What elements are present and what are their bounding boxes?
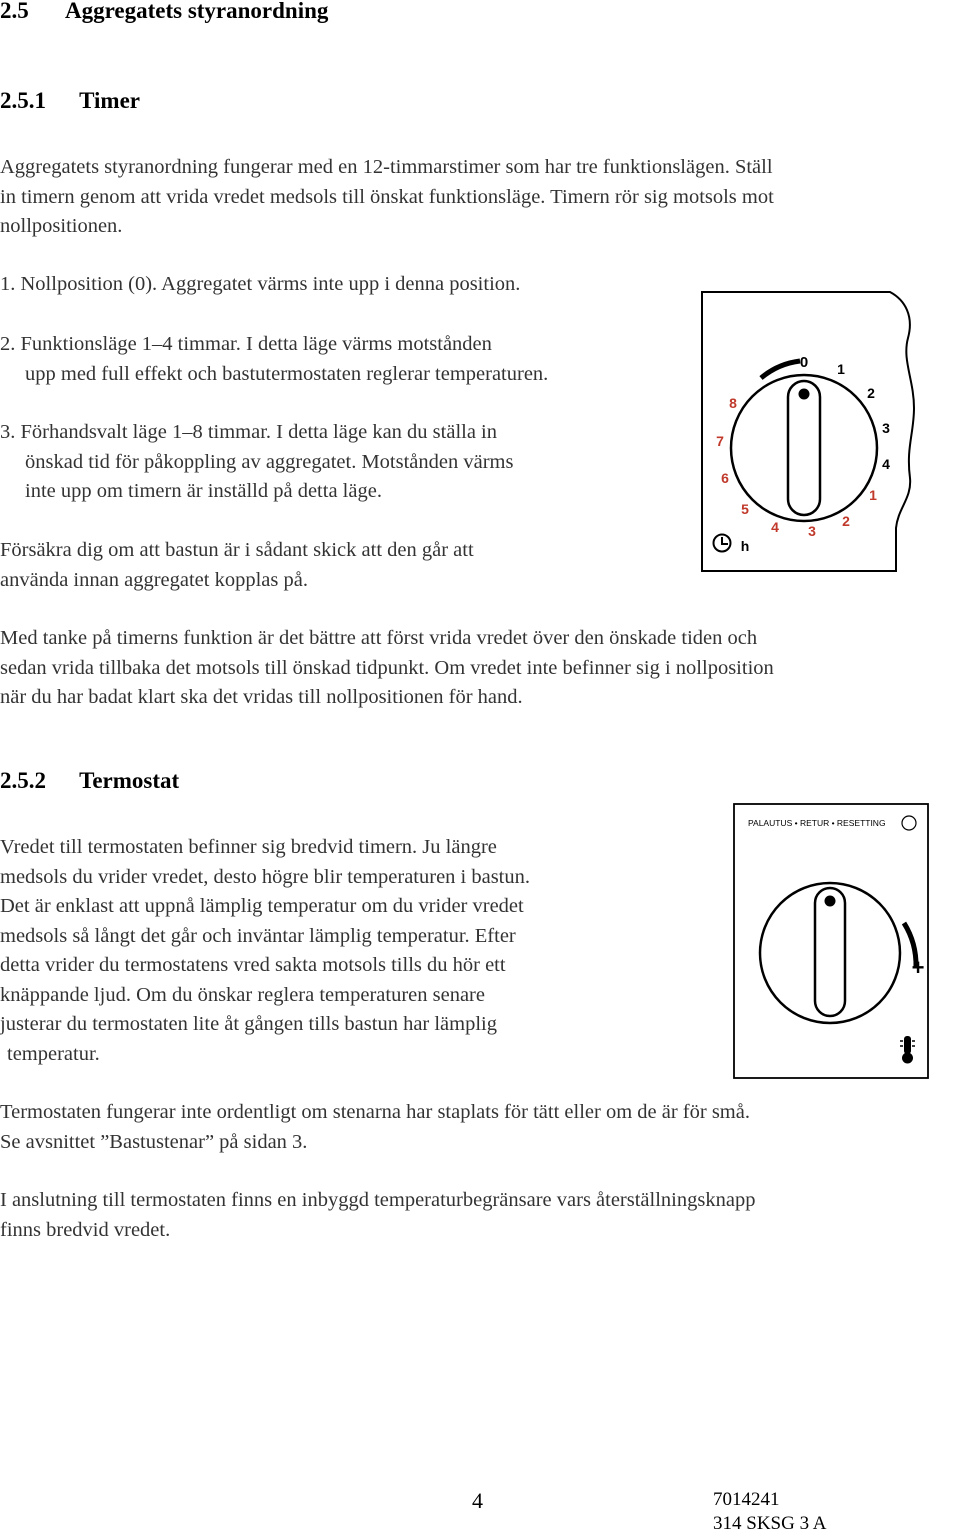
timer-label-preset-7: 7 xyxy=(716,433,724,449)
timer-label-preset-4: 4 xyxy=(771,519,779,535)
section-heading-2-5-1: 2.5.1 Timer xyxy=(0,88,140,113)
stones-note: Termostaten fungerar inte ordentligt om stenarna har staplats för tätt eller om de är för små. Se avsnittet ”Bastustenar” på sidan 3. xyxy=(0,1101,750,1153)
timer-hours-unit: h xyxy=(740,538,750,554)
timer-label-preset-8: 8 xyxy=(729,395,737,411)
timer-label-preset-5: 5 xyxy=(741,501,749,517)
timer-knob-indicator xyxy=(799,389,810,400)
mode-2: 2. Funktionsläge 1–4 timmar. I detta läge värms motstånden upp med full effekt och bastutermostaten reglerar temperaturen. xyxy=(0,333,549,385)
timer-usage: Med tanke på timerns funktion är det bättre att först vrida vredet över den önskade tiden och sedan vrida tillbaka det motsols till önskad tidpunkt. Om vredet inte befinner sig i nollposition när du har badat klart ska det vridas till nollpositionen för hand. xyxy=(0,627,774,708)
timer-label-run-1: 1 xyxy=(837,361,845,377)
plus-sign: + xyxy=(911,955,925,980)
section-heading-2-5: 2.5 Aggregatets styranordning xyxy=(0,0,329,23)
reset-button[interactable] xyxy=(902,816,916,830)
thermostat-knob-indicator xyxy=(825,896,836,907)
timer-knob-grip[interactable] xyxy=(788,381,820,515)
mode-3: 3. Förhandsvalt läge 1–8 timmar. I detta läge kan du ställa in önskad tid för påkoppling av aggregatet. Motstånden värms inte upp om timern är inställd på detta läge. xyxy=(0,421,514,502)
safety-check: Försäkra dig om att bastun är i sådant skick att den går att använda innan aggregatet kopplas på. xyxy=(0,539,474,591)
thermostat-knob-grip[interactable] xyxy=(815,888,845,1016)
section-heading-2-5-2: 2.5.2 Termostat xyxy=(0,768,180,793)
mode-1: 1. Nollposition (0). Aggregatet värms inte upp i denna position. xyxy=(0,273,521,295)
reset-label: PALAUTUS • RETUR • RESETTING xyxy=(748,818,886,828)
timer-dial-figure xyxy=(700,288,922,573)
document-code: 7014241 314 SKSG 3 A xyxy=(713,1489,827,1534)
timer-label-preset-6: 6 xyxy=(721,470,729,486)
timer-intro: Aggregatets styranordning fungerar med en 12-timmarstimer som har tre funktionslägen. Ställ in timern genom att vrida vredet medsols till önskat funktionsläge. Timern rör sig motsols mot nollpositionen. xyxy=(0,156,774,237)
timer-label-preset-2: 2 xyxy=(842,513,850,529)
timer-label-zero: 0 xyxy=(799,354,809,371)
timer-label-run-4: 4 xyxy=(882,456,890,472)
thermostat-text: Vredet till termostaten befinner sig bredvid timern. Ju längre medsols du vrider vredet, desto högre blir temperaturen i bastun. Det är enklast att uppnå lämplig temperatur om du vrider vredet medsols så långt det går och inväntar lämplig temperatur. Efter detta vrider du termostatens vred sakta motsols tills du hör ett knäppande ljud. Om du önskar reglera temperaturen senare justerar du termostaten lite åt gången tills bastun har lämplig temperatur. xyxy=(0,836,531,1065)
thermostat-figure xyxy=(732,802,932,1080)
page-number: 4 xyxy=(472,1488,483,1513)
timer-label-run-2: 2 xyxy=(867,385,875,401)
timer-label-run-3: 3 xyxy=(882,420,890,436)
timer-label-preset-3: 3 xyxy=(808,523,816,539)
timer-label-preset-1: 1 xyxy=(869,487,877,503)
limiter-note: I anslutning till termostaten finns en inbyggd temperaturbegränsare vars återställningsknapp finns bredvid vredet. xyxy=(0,1189,756,1241)
